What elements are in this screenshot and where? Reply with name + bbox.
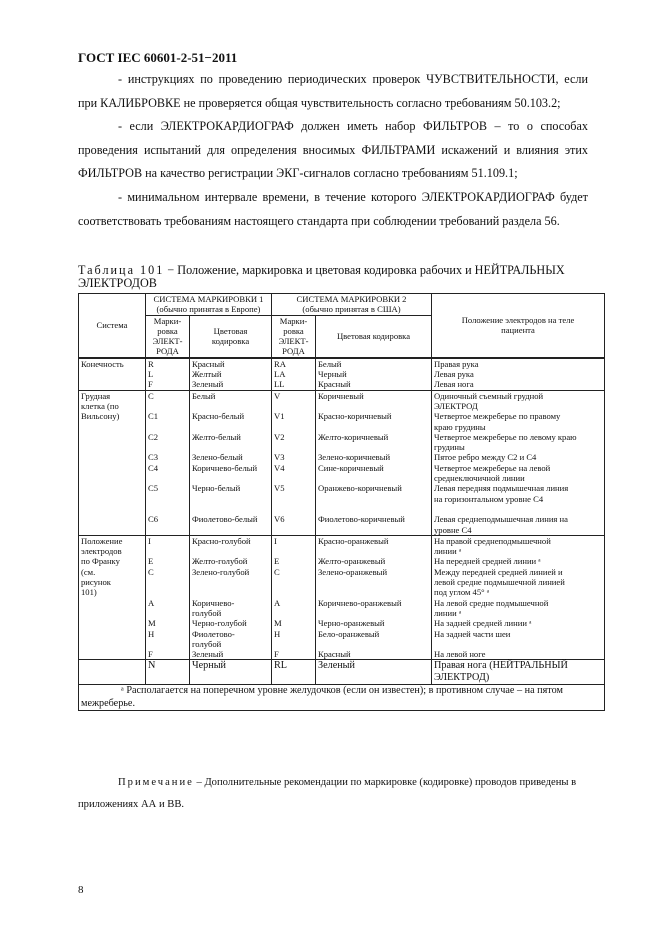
cell-marking-1: N [148, 660, 156, 672]
note-label: Примечание [118, 777, 194, 788]
table-row-neutral [79, 660, 605, 685]
cell-system: Грудная клетка (по Вильсону) [81, 390, 120, 422]
table-caption-text: − Положение, маркировка и цветовая кодировка рабочих и НЕЙТРАЛЬНЫХ ЭЛЕКТРОДОВ [78, 263, 565, 290]
header-color-1 [190, 315, 272, 358]
cell-marking-2: RA LA LL [274, 358, 286, 390]
header-marking-2-label: Марки- ровка ЭЛЕКТ- РОДА [278, 315, 309, 357]
cell-position: Правая рука Левая рука Левая нога [434, 358, 479, 390]
header-position [432, 294, 605, 358]
cell-color-2: Белый Черный Красный [318, 358, 351, 390]
header-sys2 [272, 294, 432, 316]
cell-color-1: Красный Желтый Зеленый [192, 358, 225, 390]
header-marking-2 [272, 315, 316, 358]
table-row-limbs [79, 358, 605, 390]
header-color-2-label: Цветовая кодировка [336, 331, 411, 342]
paragraph-1: - инструкциях по проведению периодических проверок ЧУВСТВИТЕЛЬНОСТИ, если при КАЛИБРОВКЕ не проверяется общая чувствительность согласно требованиям 50.103.2; [78, 72, 588, 110]
header-sys1-sub: (обычно принятая в Европе) [156, 304, 261, 315]
table-row-frank [79, 535, 605, 660]
cell-color-1: Красно-голубой Желто-голубой Зелено-голубой Коричнево- голубой Черно-голубой Фиолетово- голубой Зеленый [192, 535, 251, 660]
header-marking-1-label: Марки- ровка ЭЛЕКТ- РОДА [152, 315, 183, 357]
header-system: Система [79, 294, 146, 358]
cell-color-1: Черный [192, 660, 226, 672]
header-sys2-sub: (обычно принятая в США) [302, 304, 401, 315]
cell-color-2: Коричневый Красно-коричневый Желто-коричневый Зелено-коричневый Сине-коричневый Оранжево-коричневый Фиолетово-коричневый [318, 390, 405, 525]
cell-system: Конечность [81, 358, 124, 369]
document-header: ГОСТ IEC 60601-2-51−2011 [78, 50, 238, 65]
cell-marking-2: V V1 V2 V3 V4 V5 V6 [274, 390, 285, 525]
cell-system: Положение электродов по Франку (см. рисунок 101) [81, 535, 123, 598]
cell-position: На правой среднеподмышечной линии ᵃ На передней средней линии ᵃ Между передней средней линией и левой средне подмышечной линией под углом 45° ᵃ На левой средне подмышечной линии ᵃ На задней средней линии ᵃ На задней части шеи На левой ноге [434, 535, 565, 660]
table-row-chest [79, 390, 605, 535]
note-text: – Дополнительные рекомендации по маркировке (кодировке) проводов приведены в приложениях АА и ВВ. [78, 777, 577, 810]
cell-marking-2: RL [274, 660, 288, 672]
cell-marking-1: C C1 C2 C3 C4 C5 C6 [148, 390, 159, 525]
header-sys1 [146, 294, 272, 316]
table-caption-prefix: Таблица 101 [78, 263, 165, 277]
cell-marking-2: I E C A M H F [274, 535, 282, 660]
table-footnote: ᵃ Располагается на поперечном уровне желудочков (если он известен); в противном случае – на пятом межреберье. [81, 685, 563, 709]
note-paragraph [78, 772, 590, 816]
paragraph-2: - если ЭЛЕКТРОКАРДИОГРАФ должен иметь набор ФИЛЬТРОВ – то о способах проведения испытаний для определения вносимых ФИЛЬТРАМИ искажений и влияния этих ФИЛЬТРОВ на качество регистрации ЭКГ-сигналов согласно требованиям 51.109.1; [78, 119, 588, 180]
header-color-2 [316, 315, 432, 358]
cell-position: Правая нога (НЕЙТРАЛЬНЫЙ ЭЛЕКТРОД) [434, 660, 568, 684]
paragraph-3: - минимальном интервале времени, в течение которого ЭЛЕКТРОКАРДИОГРАФ будет соответствовать требованиям настоящего стандарта при соблюдении требований раздела 56. [78, 190, 588, 228]
cell-marking-1: I E C A M H F [148, 535, 156, 660]
header-position-label: Положение электродов на теле пациента [461, 315, 575, 336]
cell-position: Одиночный съемный грудной ЭЛЕКТРОД Четвертое межреберье по правому краю грудины Четвертое межреберье по левому краю грудины Пятое ребро между C2 и C4 Четвертое межреберье на левой среднеключичной линии Левая передняя подмышечная линия на горизонтальном уровне C4 Левая среднеподмышечная линия на уровне C4 [434, 390, 577, 535]
header-marking-1 [146, 315, 190, 358]
electrode-table [78, 293, 605, 711]
cell-color-1: Белый Красно-белый Желто-белый Зелено-белый Коричнево-белый Черно-белый Фиолетово-белый [192, 390, 258, 525]
cell-marking-1: R L F [148, 358, 154, 390]
header-sys1-title: СИСТЕМА МАРКИРОВКИ 1 [153, 294, 264, 304]
cell-color-2: Красно-оранжевый Желто-оранжевый Зелено-оранжевый Коричнево-оранжевый Черно-оранжевый Бело-оранжевый Красный [318, 535, 402, 660]
header-color-1-label: Цветовая кодировка [211, 325, 250, 347]
table-note-row [79, 685, 605, 711]
cell-color-2: Зеленый [318, 660, 355, 672]
page-number: 8 [78, 884, 84, 896]
header-sys2-title: СИСТЕМА МАРКИРОВКИ 2 [296, 294, 407, 304]
table-caption [78, 264, 594, 290]
